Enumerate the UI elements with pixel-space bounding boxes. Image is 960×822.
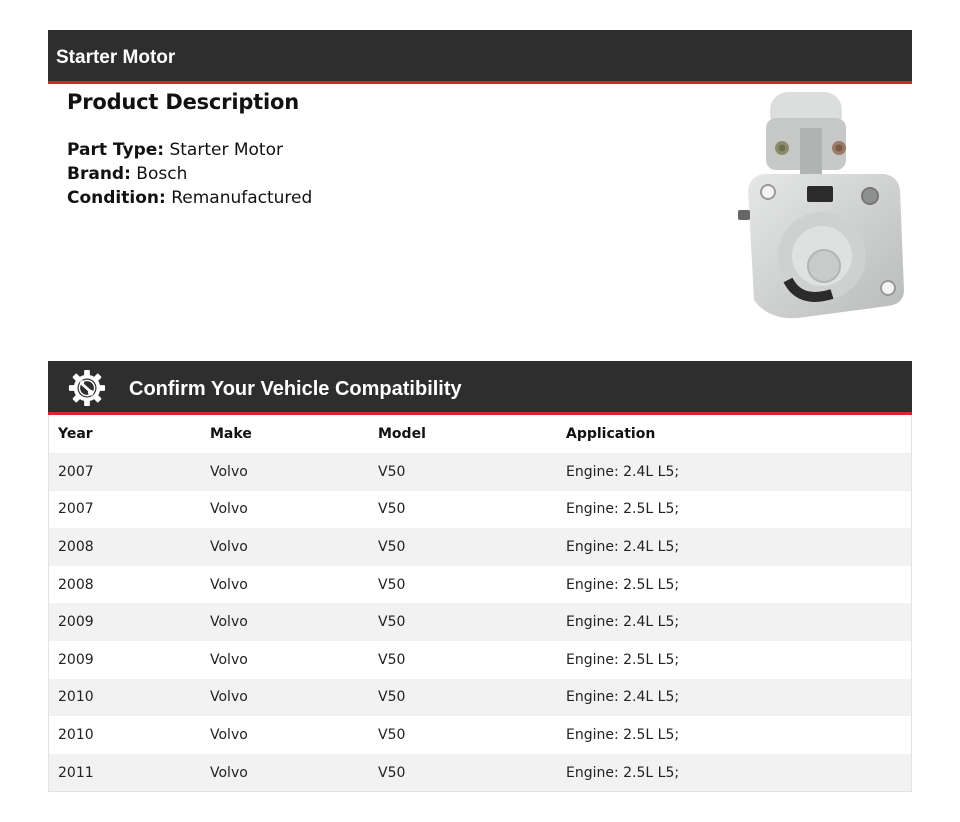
cell-year: 2009 xyxy=(49,603,201,641)
cell-model: V50 xyxy=(369,453,557,491)
spec-list xyxy=(67,138,312,210)
cell-make: Volvo xyxy=(201,603,369,641)
table-row xyxy=(49,491,911,529)
cell-model: V50 xyxy=(369,754,557,792)
cell-year: 2010 xyxy=(49,679,201,717)
cell-make: Volvo xyxy=(201,528,369,566)
cell-make: Volvo xyxy=(210,651,248,668)
table-row xyxy=(49,716,911,754)
cell-application: Engine: 2.5L L5; xyxy=(566,576,680,593)
compatibility-table xyxy=(48,415,912,792)
table-header-row xyxy=(49,415,911,453)
cell-model: V50 xyxy=(378,576,406,593)
cell-application: Engine: 2.4L L5; xyxy=(557,603,911,641)
cell-application: Engine: 2.5L L5; xyxy=(566,651,680,668)
cell-year: 2007 xyxy=(49,453,201,491)
cell-application: Engine: 2.4L L5; xyxy=(557,679,911,717)
cell-model: V50 xyxy=(369,679,557,717)
cell-make: Volvo xyxy=(210,501,248,518)
column-header-application: Application xyxy=(566,426,656,442)
table-row xyxy=(49,566,911,604)
table-row xyxy=(49,453,911,491)
spec-brand: Brand: Bosch xyxy=(67,164,188,184)
cell-make: Volvo xyxy=(201,453,369,491)
cell-application: Engine: 2.5L L5; xyxy=(566,501,680,518)
cell-make: Volvo xyxy=(210,576,248,593)
description-heading: Product Description xyxy=(67,90,299,114)
section-header-starter-motor xyxy=(48,30,912,84)
product-description xyxy=(67,90,312,210)
cell-model: V50 xyxy=(378,651,406,668)
cell-make: Volvo xyxy=(201,754,369,792)
cell-model: V50 xyxy=(378,501,406,518)
spec-part-type: Part Type: Starter Motor xyxy=(67,140,283,160)
column-header-make: Make xyxy=(210,426,252,442)
cell-year: 2009 xyxy=(58,651,94,668)
section-title: Starter Motor xyxy=(56,47,176,68)
cell-application: Engine: 2.4L L5; xyxy=(557,453,911,491)
cell-model: V50 xyxy=(369,528,557,566)
cell-make: Volvo xyxy=(201,679,369,717)
table-row xyxy=(49,603,911,641)
table-row xyxy=(49,641,911,679)
section-title: Confirm Your Vehicle Compatibility xyxy=(129,378,462,400)
table-row xyxy=(49,528,911,566)
gear-wrench-icon xyxy=(68,369,106,407)
cell-year: 2011 xyxy=(49,754,201,792)
cell-application: Engine: 2.5L L5; xyxy=(566,726,680,743)
cell-year: 2008 xyxy=(58,576,94,593)
cell-make: Volvo xyxy=(210,726,248,743)
table-row xyxy=(49,679,911,717)
column-header-year: Year xyxy=(58,426,93,442)
cell-application: Engine: 2.4L L5; xyxy=(557,528,911,566)
product-image xyxy=(728,90,908,325)
cell-year: 2008 xyxy=(49,528,201,566)
column-header-model: Model xyxy=(378,426,426,442)
cell-model: V50 xyxy=(378,726,406,743)
cell-year: 2010 xyxy=(58,726,94,743)
cell-model: V50 xyxy=(369,603,557,641)
cell-year: 2007 xyxy=(58,501,94,518)
spec-condition: Condition: Remanufactured xyxy=(67,188,313,208)
section-header-compatibility xyxy=(48,361,912,415)
table-row xyxy=(49,754,911,792)
cell-application: Engine: 2.5L L5; xyxy=(557,754,911,792)
